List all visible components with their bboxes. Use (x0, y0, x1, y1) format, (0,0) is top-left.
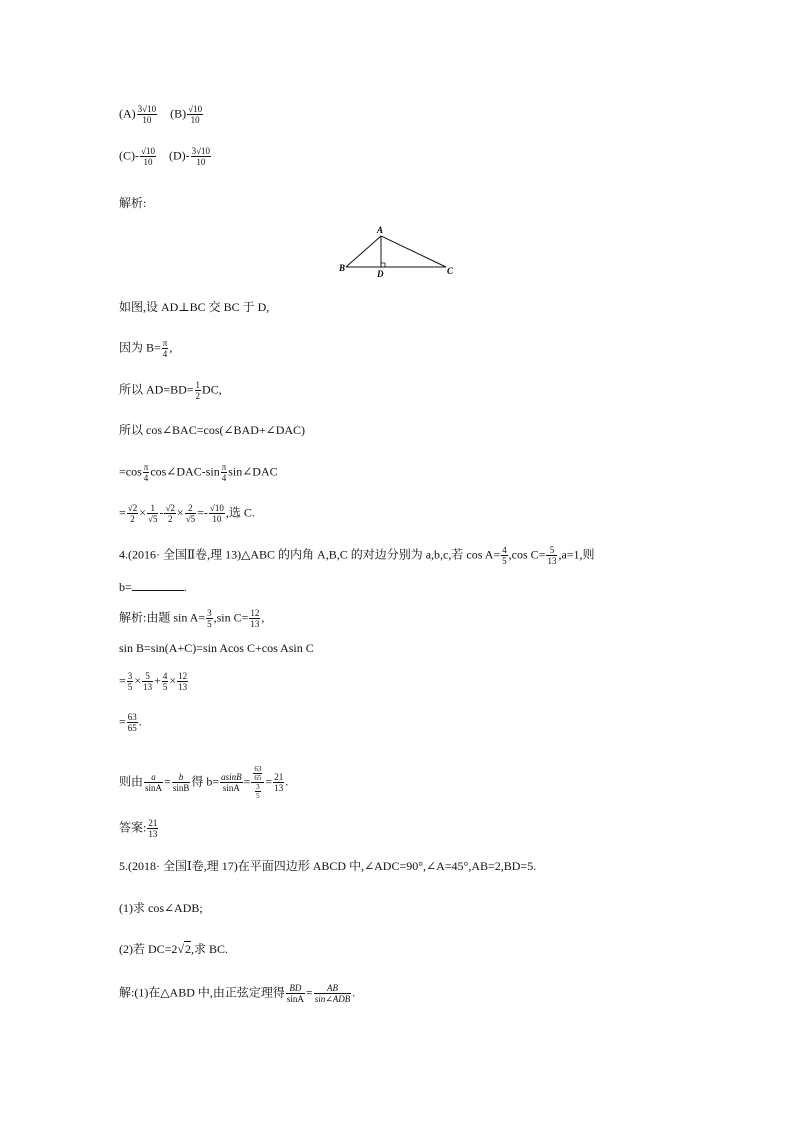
question-5-part-2: (2)若 DC=2√2,求 BC. (119, 942, 229, 956)
fraction: $\frac{√2}{2}$ (127, 503, 138, 524)
q4-solution-line-5: 则由 $\frac{a}{\sin A}$ = $\frac{b}{\sin B}$ 得 b= $\frac{asinB}{\sin A}$ = $\frac{\frac{63}{65}}{\frac{3}{5}}$ = $\frac{21}{13}$ . (119, 765, 289, 800)
option-b-fraction: $\frac{√10}{10}$ (188, 104, 203, 125)
question-4-blank-line: b= . (119, 580, 187, 594)
solution-line-6: = $\frac{√2}{2}$ × $\frac{1}{√5}$ - $\frac{√2}{2}$ × $\frac{2}{√5}$ =- $\frac{√10}{10}$ ,选 C. (119, 503, 255, 524)
fraction: $\frac{4}{5}$ (502, 545, 507, 566)
solution-line-4: 所以 cos∠BAC=cos(∠BAD+∠DAC) (119, 423, 306, 437)
analysis-heading: 解析: (119, 196, 147, 210)
question-4-stem: 4.(2016· 全国Ⅱ卷,理 13)△ABC 的内角 A,B,C 的对边分别为 a,b,c,若 cos A= $\frac{4}{5}$ ,cos C= $\frac{5}{13}$ ,a=1,则 (119, 545, 595, 566)
option-row-cd (119, 146, 212, 167)
q4-solution-line-3: = $\frac{3}{5}$ × $\frac{5}{13}$ + $\frac{4}{5}$ × $\frac{12}{13}$ (119, 671, 188, 692)
fraction: AB sin∠ADB (314, 983, 351, 1004)
vertex-label-b: B (339, 263, 346, 273)
fraction-pi-over-4: $\frac{\pi}{4}$ (143, 462, 149, 483)
compound-fraction (251, 765, 264, 800)
fraction: $\frac{b}{\sin B}$ (172, 772, 190, 793)
q4-solution-line-4: = $\frac{63}{65}$ . (119, 712, 142, 733)
solution-line-1: 如图,设 AD⊥BC 交 BC 于 D, (119, 300, 270, 314)
triangle-side-ab (346, 236, 381, 267)
q4-answer: 答案: $\frac{21}{13}$ (119, 818, 158, 839)
fraction: $\frac{√10}{10}$ (209, 503, 224, 524)
fraction-pi-over-4: $\frac{\pi}{4}$ (221, 462, 227, 483)
option-b-label: (B) (170, 106, 187, 121)
fraction: $\frac{12}{13}$ (250, 608, 260, 629)
fraction: $\frac{4}{5}$ (162, 671, 168, 692)
sqrt-expression: √2 (177, 942, 192, 956)
fraction-one-half: $\frac{1}{2}$ (195, 380, 201, 401)
fraction-pi-over-4: $\frac{\pi}{4}$ (162, 338, 168, 359)
fraction: $\frac{2}{√5}$ (185, 503, 196, 524)
question-5-solution-line: 解:(1)在△ABD 中,由正弦定理得 $\frac{BD}{\sin A}$ = AB sin∠ADB . (119, 983, 356, 1004)
fraction: $\frac{12}{13}$ (178, 671, 188, 692)
q4-solution-line-2: sin B=sin(A+C)=sin Acos C+cos Asin C (119, 641, 314, 655)
fraction: $\frac{a}{\sin A}$ (145, 772, 163, 793)
fraction: $\frac{63}{65}$ (254, 765, 262, 782)
vertex-label-a: A (377, 225, 384, 235)
vertex-label-c: C (447, 266, 454, 276)
question-5-stem: 5.(2018· 全国Ⅰ卷,理 17)在平面四边形 ABCD 中,∠ADC=90°,∠A=45°,AB=2,BD=5. (119, 859, 537, 873)
triangle-figure (336, 224, 458, 280)
option-a-fraction: $\frac{3√10}{10}$ (137, 104, 157, 125)
fraction: $\frac{63}{65}$ (127, 712, 137, 733)
triangle-side-ac (381, 236, 446, 267)
q4-solution-line-1: 解析:由题 sin A= $\frac{3}{5}$ ,sin C= $\frac{12}{13}$ , (119, 608, 265, 629)
solution-line-5: =cos $\frac{\pi}{4}$ cos∠DAC-sin $\frac{\pi}{4}$ sin∠DAC (119, 462, 278, 483)
fraction: $\frac{√2}{2}$ (165, 503, 175, 524)
fraction: $\frac{5}{13}$ (143, 671, 153, 692)
fraction: $\frac{21}{13}$ (148, 818, 158, 839)
fraction: $\frac{5}{13}$ (547, 545, 557, 566)
answer-blank (132, 580, 184, 591)
option-d-label: (D)- (168, 148, 190, 163)
fraction: $\frac{BD}{\sin A}$ (286, 983, 304, 1004)
option-c-label: (C)- (119, 148, 139, 163)
solution-line-2: 因为 B= $\frac{\pi}{4}$ , (119, 338, 173, 359)
fraction: $\frac{3}{5}$ (256, 783, 260, 800)
fraction: $\frac{21}{13}$ (274, 772, 284, 793)
fraction: $\frac{1}{√5}$ (148, 503, 158, 524)
fraction: $\frac{3}{5}$ (127, 671, 133, 692)
solution-line-3: 所以 AD=BD= $\frac{1}{2}$ DC, (119, 380, 222, 401)
option-a-label: (A) (119, 106, 136, 121)
option-c-fraction: $\frac{√10}{10}$ (141, 146, 155, 167)
fraction: $\frac{asinB}{\sin A}$ (221, 772, 242, 793)
vertex-label-d: D (377, 269, 384, 279)
question-5-part-1: (1)求 cos∠ADB; (119, 901, 203, 915)
fraction: $\frac{3}{5}$ (207, 608, 212, 629)
option-d-fraction: $\frac{3√10}{10}$ (191, 146, 211, 167)
right-angle-mark (381, 263, 385, 267)
option-row-ab (119, 104, 204, 125)
